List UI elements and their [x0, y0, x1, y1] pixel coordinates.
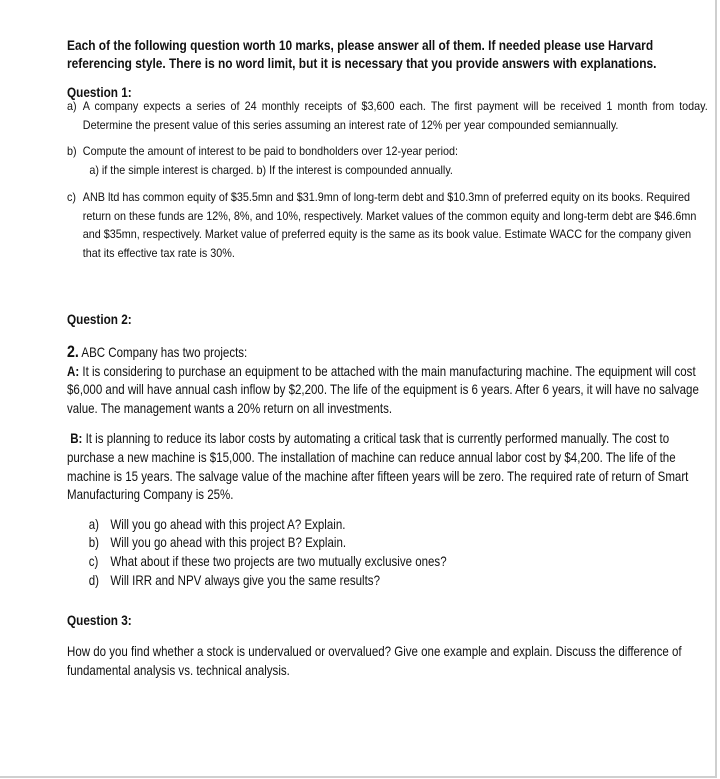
question-1c	[67, 189, 708, 263]
question-2-title: Question 2:	[67, 311, 132, 327]
question-3-title: Question 3:	[67, 612, 132, 628]
question-3-text: How do you find whether a stock is undervalued or overvalued? Give one example and explain. Discuss the difference of fundamental analysis vs. technical analysis.	[67, 644, 682, 678]
item-label: d)	[88, 572, 99, 588]
item-label: c)	[88, 553, 99, 569]
lead-text: ABC Company has two projects:	[81, 345, 248, 360]
list-item	[89, 553, 702, 572]
item-label: a)	[88, 516, 99, 532]
instructions: Each of the following question worth 10 marks, please answer all of them. If needed please use Harvard referencing style. There is no word limit, but it is necessary that you provide answers with explanations.	[67, 38, 657, 72]
question-2-list	[67, 516, 702, 590]
question-1a	[67, 98, 708, 135]
question-number: 2.	[67, 342, 79, 361]
project-b-label: B:	[70, 431, 83, 447]
question-2-body	[67, 343, 702, 590]
question-1-title: Question 1:	[67, 84, 132, 100]
item-text: ANB ltd has common equity of $35.5mn and $31.9mn of long-term debt and $10.3mn of preferred equity on its books. Required return on these funds are 12%, 8%, and 10%, respectively. Market values of the common equity and long-term debt are $46.6mn and $35mn, respectively. Market value of preferred equity is the same as its book value. Estimate WACC for the company given that its effective tax rate is 30%.	[82, 191, 697, 260]
list-item	[89, 572, 702, 591]
item-label: a)	[67, 100, 77, 113]
item-text: Will you go ahead with this project A? Explain.	[110, 516, 346, 532]
item-label: b)	[67, 145, 77, 158]
item-text: What about if these two projects are two mutually exclusive ones?	[110, 553, 447, 569]
item-text: A company expects a series of 24 monthly receipts of $3,600 each. The first payment will be received 1 month from today. Determine the present value of this series assuming an interest rate of 12% per year compounded semiannually.	[82, 100, 708, 132]
item-subtext: a) if the simple interest is charged. b) If the interest is compounded annually.	[89, 163, 453, 177]
list-item	[89, 534, 702, 553]
question-1b	[67, 143, 708, 180]
item-label: b)	[88, 535, 99, 551]
list-item	[89, 516, 702, 535]
project-b-text: It is planning to reduce its labor costs by automating a critical task that is currently performed manually. The cost to purchase a new machine is $15,000. The installation of machine can reduce annual labor cost by $4,200. The life of the machine is 15 years. The salvage value of the machine after fifteen years will be zero. The required rate of return of Smart Manufacturing Company is 25%.	[67, 431, 689, 503]
item-text: Will IRR and NPV always give you the same results?	[110, 572, 380, 588]
question-2-lead	[67, 343, 702, 363]
item-label: c)	[67, 191, 76, 204]
project-a	[67, 363, 702, 419]
item-text: Will you go ahead with this project B? Explain.	[110, 535, 347, 551]
project-a-text: It is considering to purchase an equipment to be attached with the main manufacturing machine. The equipment will cost $6,000 and will have annual cash inflow by $2,200. The life of the equipment is 6 years. After 6 years, it will have no salvage value. The management wants a 20% return on all investments.	[67, 363, 699, 416]
question-1-body	[67, 98, 708, 263]
project-a-label: A:	[67, 363, 80, 379]
project-b	[67, 430, 702, 504]
item-text: Compute the amount of interest to be paid to bondholders over 12-year period:	[82, 145, 459, 158]
